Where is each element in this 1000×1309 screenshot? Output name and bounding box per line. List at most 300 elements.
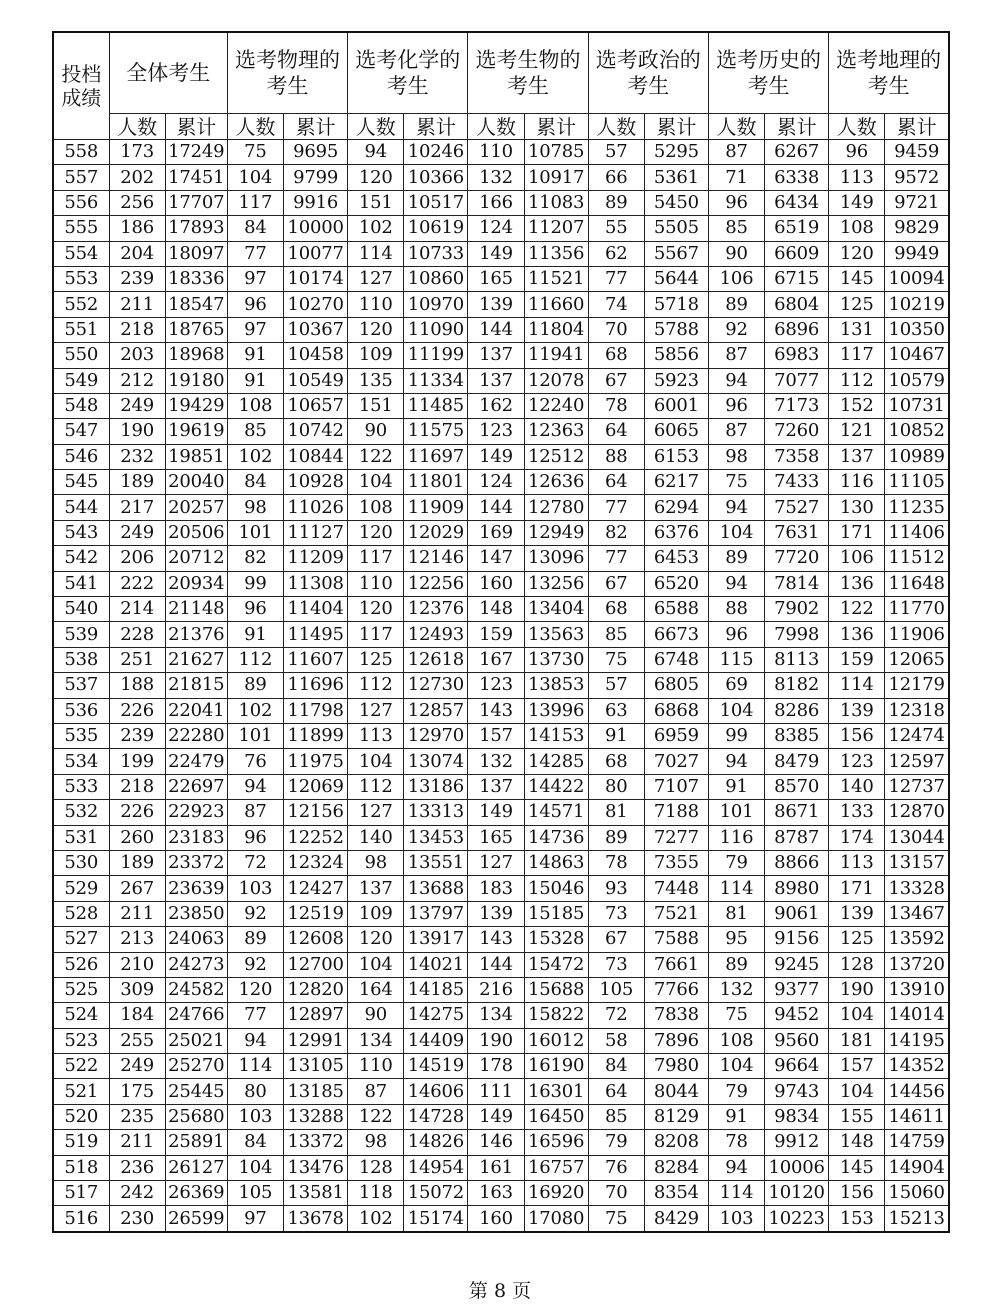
count-cell: 249 — [109, 520, 165, 545]
cumulative-cell: 23639 — [165, 876, 227, 901]
cumulative-cell: 20257 — [165, 495, 227, 520]
count-cell: 75 — [588, 647, 644, 672]
cumulative-cell: 19429 — [165, 393, 227, 418]
count-cell: 85 — [588, 1104, 644, 1129]
table-row — [53, 266, 949, 291]
count-cell: 63 — [588, 698, 644, 723]
count-cell: 127 — [348, 698, 404, 723]
cumulative-cell: 12737 — [885, 774, 949, 799]
count-cell: 108 — [829, 216, 885, 241]
cumulative-cell: 14826 — [404, 1130, 468, 1155]
cumulative-cell: 22923 — [165, 800, 227, 825]
cumulative-cell: 14014 — [885, 1003, 949, 1028]
count-cell: 91 — [227, 622, 283, 647]
count-cell: 89 — [708, 292, 764, 317]
count-cell: 57 — [588, 673, 644, 698]
cumulative-cell: 22697 — [165, 774, 227, 799]
cumulative-cell: 15185 — [524, 901, 588, 926]
cumulative-cell: 9912 — [765, 1130, 829, 1155]
cumulative-cell: 7998 — [765, 622, 829, 647]
cumulative-cell: 11026 — [284, 495, 348, 520]
cumulative-cell: 9572 — [885, 165, 949, 190]
cumulative-cell: 14571 — [524, 800, 588, 825]
cumulative-cell: 6338 — [765, 165, 829, 190]
count-cell: 116 — [708, 825, 764, 850]
cumulative-column-header: 累计 — [404, 114, 468, 140]
cumulative-cell: 8479 — [765, 749, 829, 774]
cumulative-cell: 9799 — [284, 165, 348, 190]
count-cell: 99 — [227, 571, 283, 596]
count-cell: 95 — [708, 927, 764, 952]
count-cell: 96 — [829, 140, 885, 165]
cumulative-cell: 11801 — [404, 470, 468, 495]
cumulative-cell: 7358 — [765, 444, 829, 469]
cumulative-cell: 13853 — [524, 673, 588, 698]
count-cell: 113 — [348, 723, 404, 748]
cumulative-cell: 25270 — [165, 1054, 227, 1079]
cumulative-cell: 8113 — [765, 647, 829, 672]
score-cell: 520 — [53, 1104, 109, 1129]
count-cell: 91 — [708, 774, 764, 799]
cumulative-cell: 7766 — [644, 977, 708, 1002]
count-cell: 76 — [588, 1155, 644, 1180]
count-cell: 82 — [588, 520, 644, 545]
cumulative-cell: 16012 — [524, 1028, 588, 1053]
cumulative-cell: 14519 — [404, 1054, 468, 1079]
count-cell: 149 — [468, 444, 524, 469]
count-cell: 96 — [227, 597, 283, 622]
count-column-header: 人数 — [109, 114, 165, 140]
count-cell: 89 — [588, 190, 644, 215]
cumulative-cell: 6453 — [644, 546, 708, 571]
cumulative-cell: 11660 — [524, 292, 588, 317]
count-cell: 88 — [708, 597, 764, 622]
cumulative-cell: 13996 — [524, 698, 588, 723]
count-cell: 87 — [708, 343, 764, 368]
count-cell: 85 — [708, 216, 764, 241]
cumulative-cell: 12700 — [284, 952, 348, 977]
cumulative-cell: 23183 — [165, 825, 227, 850]
count-cell: 148 — [829, 1130, 885, 1155]
count-cell: 108 — [227, 393, 283, 418]
count-cell: 101 — [708, 800, 764, 825]
cumulative-cell: 5505 — [644, 216, 708, 241]
count-cell: 162 — [468, 393, 524, 418]
table-row — [53, 1130, 949, 1155]
score-cell: 536 — [53, 698, 109, 723]
cumulative-cell: 10350 — [885, 317, 949, 342]
cumulative-cell: 12065 — [885, 647, 949, 672]
cumulative-cell: 18547 — [165, 292, 227, 317]
cumulative-cell: 9061 — [765, 901, 829, 926]
cumulative-cell: 18097 — [165, 241, 227, 266]
cumulative-cell: 15046 — [524, 876, 588, 901]
cumulative-cell: 12069 — [284, 774, 348, 799]
cumulative-cell: 12519 — [284, 901, 348, 926]
cumulative-column-header: 累计 — [524, 114, 588, 140]
count-cell: 92 — [227, 952, 283, 977]
count-cell: 156 — [829, 1181, 885, 1206]
count-cell: 98 — [348, 850, 404, 875]
count-cell: 143 — [468, 927, 524, 952]
count-cell: 159 — [829, 647, 885, 672]
count-cell: 123 — [829, 749, 885, 774]
cumulative-cell: 10120 — [765, 1181, 829, 1206]
count-cell: 94 — [348, 140, 404, 165]
count-cell: 160 — [468, 571, 524, 596]
count-cell: 75 — [708, 1003, 764, 1028]
count-cell: 140 — [348, 825, 404, 850]
cumulative-cell: 9664 — [765, 1054, 829, 1079]
cumulative-cell: 5788 — [644, 317, 708, 342]
count-cell: 89 — [708, 546, 764, 571]
count-cell: 175 — [109, 1079, 165, 1104]
count-cell: 190 — [468, 1028, 524, 1053]
cumulative-cell: 7188 — [644, 800, 708, 825]
page-number: 第 8 页 — [468, 1280, 532, 1302]
count-cell: 166 — [468, 190, 524, 215]
count-cell: 84 — [588, 1054, 644, 1079]
score-cell: 519 — [53, 1130, 109, 1155]
count-cell: 72 — [227, 850, 283, 875]
count-cell: 73 — [588, 952, 644, 977]
cumulative-cell: 13730 — [524, 647, 588, 672]
count-cell: 137 — [829, 444, 885, 469]
count-cell: 82 — [227, 546, 283, 571]
table-row — [53, 850, 949, 875]
count-cell: 77 — [588, 495, 644, 520]
table-row — [53, 241, 949, 266]
cumulative-cell: 10579 — [885, 368, 949, 393]
table-row — [53, 495, 949, 520]
count-cell: 242 — [109, 1181, 165, 1206]
cumulative-cell: 13581 — [284, 1181, 348, 1206]
count-cell: 94 — [708, 368, 764, 393]
cumulative-cell: 10458 — [284, 343, 348, 368]
cumulative-cell: 14863 — [524, 850, 588, 875]
cumulative-cell: 9452 — [765, 1003, 829, 1028]
cumulative-cell: 10928 — [284, 470, 348, 495]
cumulative-cell: 7527 — [765, 495, 829, 520]
cumulative-cell: 12949 — [524, 520, 588, 545]
count-cell: 97 — [227, 317, 283, 342]
cumulative-cell: 23372 — [165, 850, 227, 875]
count-cell: 106 — [829, 546, 885, 571]
cumulative-cell: 14728 — [404, 1104, 468, 1129]
count-cell: 159 — [468, 622, 524, 647]
count-cell: 64 — [588, 1079, 644, 1104]
count-cell: 89 — [227, 673, 283, 698]
count-cell: 109 — [348, 343, 404, 368]
cumulative-cell: 8182 — [765, 673, 829, 698]
cumulative-cell: 6294 — [644, 495, 708, 520]
group-header-physics: 选考物理的考生 — [227, 32, 347, 114]
cumulative-cell: 10000 — [284, 216, 348, 241]
cumulative-cell: 14153 — [524, 723, 588, 748]
count-cell: 114 — [348, 241, 404, 266]
cumulative-cell: 11804 — [524, 317, 588, 342]
count-cell: 104 — [708, 1054, 764, 1079]
count-cell: 115 — [708, 647, 764, 672]
cumulative-cell: 13186 — [404, 774, 468, 799]
count-cell: 120 — [348, 927, 404, 952]
cumulative-cell: 5718 — [644, 292, 708, 317]
count-cell: 149 — [468, 1104, 524, 1129]
table-row — [53, 1003, 949, 1028]
cumulative-cell: 12730 — [404, 673, 468, 698]
count-cell: 110 — [348, 571, 404, 596]
cumulative-cell: 10467 — [885, 343, 949, 368]
count-cell: 94 — [227, 774, 283, 799]
count-cell: 127 — [468, 850, 524, 875]
count-cell: 118 — [348, 1181, 404, 1206]
count-cell: 132 — [468, 749, 524, 774]
count-cell: 120 — [227, 977, 283, 1002]
cumulative-cell: 10077 — [284, 241, 348, 266]
count-cell: 125 — [348, 647, 404, 672]
count-cell: 146 — [468, 1130, 524, 1155]
table-row — [53, 444, 949, 469]
table-row — [53, 647, 949, 672]
table-row — [53, 901, 949, 926]
cumulative-cell: 15174 — [404, 1206, 468, 1232]
count-cell: 161 — [468, 1155, 524, 1180]
table-row — [53, 546, 949, 571]
cumulative-cell: 5361 — [644, 165, 708, 190]
count-cell: 133 — [829, 800, 885, 825]
cumulative-cell: 10970 — [404, 292, 468, 317]
group-header-biology: 选考生物的考生 — [468, 32, 588, 114]
count-cell: 75 — [708, 470, 764, 495]
count-cell: 267 — [109, 876, 165, 901]
count-cell: 112 — [348, 673, 404, 698]
count-cell: 217 — [109, 495, 165, 520]
score-cell: 526 — [53, 952, 109, 977]
cumulative-cell: 12597 — [885, 749, 949, 774]
cumulative-cell: 7107 — [644, 774, 708, 799]
table-row — [53, 1079, 949, 1104]
cumulative-cell: 8671 — [765, 800, 829, 825]
cumulative-cell: 24273 — [165, 952, 227, 977]
count-cell: 211 — [109, 292, 165, 317]
cumulative-cell: 15072 — [404, 1181, 468, 1206]
count-cell: 151 — [348, 393, 404, 418]
score-cell: 558 — [53, 140, 109, 165]
count-cell: 137 — [468, 343, 524, 368]
cumulative-cell: 12820 — [284, 977, 348, 1002]
cumulative-cell: 7980 — [644, 1054, 708, 1079]
table-row — [53, 800, 949, 825]
table-row — [53, 977, 949, 1002]
score-column-header: 投档成绩 — [53, 32, 109, 140]
cumulative-cell: 11356 — [524, 241, 588, 266]
count-cell: 256 — [109, 190, 165, 215]
count-cell: 87 — [348, 1079, 404, 1104]
count-cell: 181 — [829, 1028, 885, 1053]
cumulative-cell: 12991 — [284, 1028, 348, 1053]
count-cell: 189 — [109, 470, 165, 495]
count-cell: 125 — [829, 292, 885, 317]
count-cell: 149 — [468, 241, 524, 266]
count-cell: 132 — [468, 165, 524, 190]
cumulative-cell: 12493 — [404, 622, 468, 647]
cumulative-cell: 10366 — [404, 165, 468, 190]
cumulative-cell: 14021 — [404, 952, 468, 977]
count-cell: 67 — [588, 927, 644, 952]
cumulative-cell: 11798 — [284, 698, 348, 723]
count-cell: 96 — [708, 393, 764, 418]
cumulative-cell: 12870 — [885, 800, 949, 825]
score-cell: 524 — [53, 1003, 109, 1028]
group-header-politics: 选考政治的考生 — [588, 32, 708, 114]
cumulative-column-header: 累计 — [284, 114, 348, 140]
count-cell: 112 — [829, 368, 885, 393]
cumulative-cell: 11521 — [524, 266, 588, 291]
count-cell: 199 — [109, 749, 165, 774]
cumulative-cell: 12256 — [404, 571, 468, 596]
count-cell: 232 — [109, 444, 165, 469]
count-cell: 89 — [227, 927, 283, 952]
cumulative-cell: 8286 — [765, 698, 829, 723]
cumulative-cell: 11512 — [885, 546, 949, 571]
count-cell: 122 — [829, 597, 885, 622]
table-row — [53, 571, 949, 596]
cumulative-cell: 11083 — [524, 190, 588, 215]
count-cell: 117 — [227, 190, 283, 215]
cumulative-cell: 11404 — [284, 597, 348, 622]
cumulative-cell: 10006 — [765, 1155, 829, 1180]
cumulative-cell: 20712 — [165, 546, 227, 571]
cumulative-cell: 13592 — [885, 927, 949, 952]
cumulative-cell: 6805 — [644, 673, 708, 698]
cumulative-cell: 9377 — [765, 977, 829, 1002]
table-row — [53, 952, 949, 977]
count-cell: 80 — [588, 774, 644, 799]
cumulative-cell: 23850 — [165, 901, 227, 926]
score-cell: 547 — [53, 419, 109, 444]
count-cell: 96 — [227, 292, 283, 317]
cumulative-cell: 11207 — [524, 216, 588, 241]
count-cell: 157 — [468, 723, 524, 748]
table-row — [53, 1155, 949, 1180]
count-cell: 110 — [348, 1054, 404, 1079]
cumulative-cell: 15060 — [885, 1181, 949, 1206]
score-cell: 550 — [53, 343, 109, 368]
cumulative-cell: 7448 — [644, 876, 708, 901]
cumulative-cell: 7027 — [644, 749, 708, 774]
cumulative-cell: 12318 — [885, 698, 949, 723]
cumulative-cell: 6983 — [765, 343, 829, 368]
cumulative-cell: 22280 — [165, 723, 227, 748]
cumulative-cell: 13678 — [284, 1206, 348, 1232]
cumulative-cell: 10549 — [284, 368, 348, 393]
cumulative-cell: 13910 — [885, 977, 949, 1002]
count-cell: 112 — [227, 647, 283, 672]
cumulative-cell: 6868 — [644, 698, 708, 723]
count-cell: 94 — [708, 495, 764, 520]
cumulative-cell: 6804 — [765, 292, 829, 317]
count-column-header: 人数 — [227, 114, 283, 140]
table-row — [53, 825, 949, 850]
cumulative-cell: 13372 — [284, 1130, 348, 1155]
cumulative-cell: 12618 — [404, 647, 468, 672]
count-cell: 139 — [829, 901, 885, 926]
count-cell: 120 — [348, 597, 404, 622]
count-cell: 101 — [227, 520, 283, 545]
cumulative-cell: 11696 — [284, 673, 348, 698]
count-cell: 149 — [829, 190, 885, 215]
cumulative-cell: 7838 — [644, 1003, 708, 1028]
cumulative-cell: 11485 — [404, 393, 468, 418]
count-cell: 137 — [468, 368, 524, 393]
score-cell: 541 — [53, 571, 109, 596]
count-cell: 214 — [109, 597, 165, 622]
cumulative-cell: 12608 — [284, 927, 348, 952]
cumulative-cell: 12179 — [885, 673, 949, 698]
cumulative-cell: 11105 — [885, 470, 949, 495]
count-cell: 131 — [829, 317, 885, 342]
cumulative-cell: 10270 — [284, 292, 348, 317]
cumulative-cell: 9721 — [885, 190, 949, 215]
count-cell: 144 — [468, 495, 524, 520]
cumulative-cell: 15328 — [524, 927, 588, 952]
count-cell: 110 — [348, 292, 404, 317]
cumulative-cell: 10989 — [885, 444, 949, 469]
score-cell: 529 — [53, 876, 109, 901]
score-cell: 551 — [53, 317, 109, 342]
count-cell: 218 — [109, 774, 165, 799]
count-cell: 167 — [468, 647, 524, 672]
count-cell: 117 — [348, 546, 404, 571]
count-cell: 88 — [588, 444, 644, 469]
cumulative-cell: 10844 — [284, 444, 348, 469]
count-cell: 106 — [708, 266, 764, 291]
table-row — [53, 292, 949, 317]
count-cell: 137 — [468, 774, 524, 799]
count-cell: 84 — [227, 216, 283, 241]
count-cell: 153 — [829, 1206, 885, 1232]
count-cell: 145 — [829, 266, 885, 291]
cumulative-cell: 16920 — [524, 1181, 588, 1206]
cumulative-cell: 6959 — [644, 723, 708, 748]
cumulative-cell: 9916 — [284, 190, 348, 215]
cumulative-cell: 11406 — [885, 520, 949, 545]
table-row — [53, 393, 949, 418]
score-cell: 534 — [53, 749, 109, 774]
count-cell: 104 — [348, 470, 404, 495]
count-cell: 75 — [588, 1206, 644, 1232]
count-cell: 104 — [708, 698, 764, 723]
count-cell: 128 — [829, 952, 885, 977]
count-cell: 69 — [708, 673, 764, 698]
count-cell: 102 — [227, 698, 283, 723]
count-cell: 183 — [468, 876, 524, 901]
count-cell: 122 — [348, 1104, 404, 1129]
cumulative-cell: 12512 — [524, 444, 588, 469]
count-cell: 139 — [829, 698, 885, 723]
count-cell: 109 — [348, 901, 404, 926]
count-cell: 130 — [829, 495, 885, 520]
cumulative-cell: 17451 — [165, 165, 227, 190]
cumulative-cell: 16596 — [524, 1130, 588, 1155]
cumulative-cell: 10657 — [284, 393, 348, 418]
count-cell: 87 — [708, 140, 764, 165]
count-cell: 87 — [227, 800, 283, 825]
count-cell: 64 — [588, 419, 644, 444]
cumulative-cell: 10852 — [885, 419, 949, 444]
cumulative-cell: 6520 — [644, 571, 708, 596]
count-cell: 55 — [588, 216, 644, 241]
